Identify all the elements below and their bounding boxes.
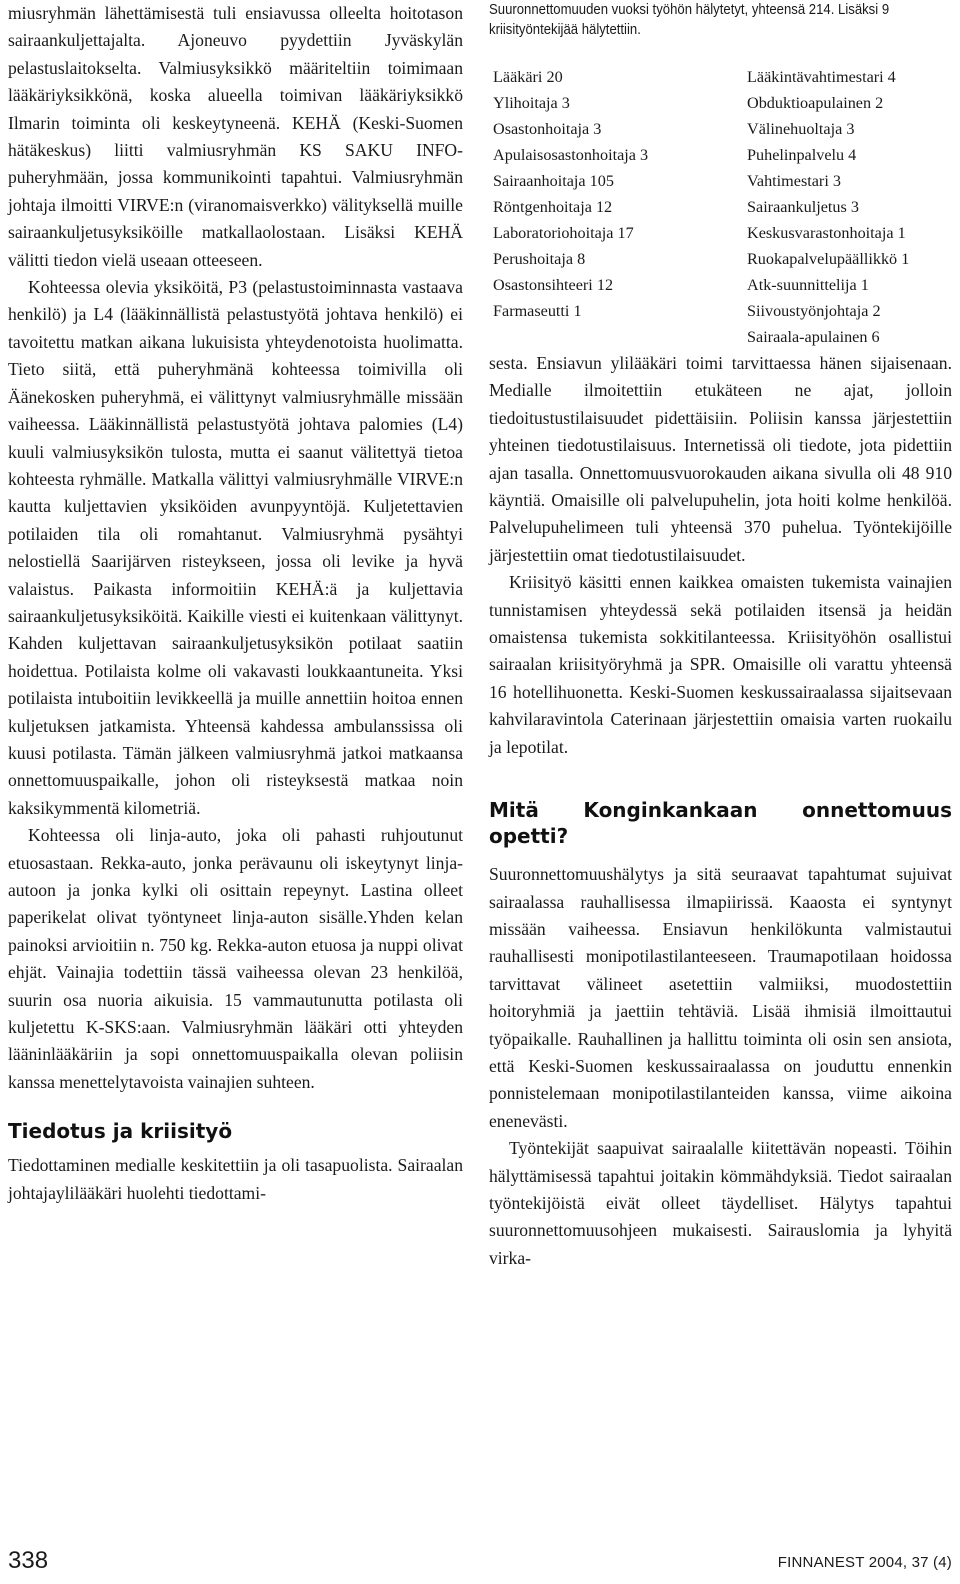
staff-item: Lääkäri 20	[493, 68, 563, 86]
staff-item: Vahtimestari 3	[747, 172, 841, 190]
staff-list-right	[747, 64, 952, 350]
staff-item: Sairaankuljetus 3	[747, 198, 859, 216]
left-paragraph-1: miusryhmän lähettämisestä tuli ensiavussa olleelta hoitotason sairaankuljettajalta. Ajoneuvo pyydettiin Jyväskylän pelastuslaitokselta. Valmiusyksikkö määriteltiin toimimaan lääkäriyksikkönä, koska alueella toimivan lääkäriyksikkö Ilmarin toiminta oli keskeytyneenä. KEHÄ (Keski-Suomen hätäkeskus) liitti valmiusryhmän KS SAKU INFO-puheryhmään, jossa kommunikointi tapahtui. Valmiusryhmän johtaja ilmoitti VIRVE:n (viranomaisverkko) välityksellä muille sairaankuljetusyksiköille matkallaolostaan. Lisäksi KEHÄ välitti tiedon vielä useaan otteeseen.	[8, 3, 463, 270]
staff-item: Osastonsihteeri 12	[493, 276, 614, 294]
staff-item: Atk-suunnittelija 1	[747, 276, 869, 294]
staff-item: Ylihoitaja 3	[493, 94, 570, 112]
staff-item: Välinehuoltaja 3	[747, 120, 855, 138]
left-paragraph-4: Tiedottaminen medialle keskitettiin ja oli tasapuolista. Sairaalan johtajaylilääkäri huolehti tiedottami-	[8, 1155, 463, 1203]
section-heading-opetti: Mitä Konginkankaan onnettomuus opetti?	[489, 798, 952, 849]
staff-item: Sairaala-apulainen 6	[747, 328, 880, 346]
staff-box-caption: Suuronnettomuuden vuoksi työhön hälytetyt, yhteensä 214. Lisäksi 9 kriisityöntekijää hälytettiin.	[489, 2, 890, 38]
left-column	[8, 0, 463, 1207]
left-paragraph-2: Kohteessa olevia yksiköitä, P3 (pelastustoiminnasta vastaava henkilö) ja L4 (lääkinnällistä pelastustyötä johtava henkilö) ei tavoitettu matkan aikana lukuisista yhteydenotoista huolimatta. Tieto siitä, että puheryhmänä kohteessa toimivilla oli Äänekosken puheryhmä, ei välittynyt valmiusryhmälle missään vaiheessa. Lääkinnällistä pelastustyötä johtava palomies (L4) kuuli valmiusyksikön tulosta, mutta ei saanut välitettyä tietoa kohteesta ryhmälle. Matkalla välittyi valmiusryhmälle VIRVE:n kautta kuljettavien yksiköiden avunpyyntöjä. Kuljetettavien potilaiden tila oli romahtanut. Valmiusryhmä pysähtyi nelostiellä Saarijärven risteykseen, jossa oli levike ja hyvä valaistus. Paikasta informoitiin KEHÄ:ä ja kuljettavia sairaankuljetusyksiköitä. Kaikille viesti ei kuitenkaan välittynyt. Kahden kuljettavan sairaankuljetusyksikön potilaat saatiin hoidettua. Potilaista kolme oli vakavasti loukkaantuneita. Yksi potilaista intuboitiin levikkeellä ja muille annettiin hoitoa ennen kuljetuksen jatkamista. Yhteensä kahdessa ambulanssissa oli kuusi potilasta. Tämän jälkeen valmiusryhmä jatkoi matkaansa onnettomuuspaikalle, johon oli risteyksestä matkaa noin kaksikymmentä kilometriä.	[8, 277, 463, 818]
staff-item: Farmaseutti 1	[493, 302, 582, 320]
staff-item: Perushoitaja 8	[493, 250, 586, 268]
staff-box	[489, 0, 952, 350]
page-footer	[0, 1546, 960, 1584]
staff-item: Röntgenhoitaja 12	[493, 198, 613, 216]
staff-item: Obduktioapulainen 2	[747, 94, 884, 112]
right-paragraph-2: Kriisityö käsitti ennen kaikkea omaisten tukemista vainajien tunnistamisen yhteydessä sekä potilaiden itsensä ja heidän omaistensa tukemista sokkitilanteessa. Kriisityöhön osallistui sairaalan kriisityöryhmä ja SPR. Omaisille oli varattu yhteensä 16 hotellihuonetta. Keski-Suomen keskussairaalassa sijaitsevaan kahvilaravintola Caterinaan järjestettiin omaisia varten ruokailu ja lepotilat.	[489, 572, 952, 757]
right-paragraph-3: Suuronnettomuushälytys ja sitä seuraavat tapahtumat sujuivat sairaalassa rauhallisessa ilmapiirissä. Kaaosta ei syntynyt missään vaiheessa. Ensiavun henkilökunta valmistautui rauhallisesti monipotilastilanteeseen. Traumapotilaan hoidossa tarvittavat välineet asetettiin valmiiksi, muodostettiin hoitoryhmiä ja jaettiin tehtäviä. Lisää ihmisiä ilmoittautui työpaikalle. Rauhallinen ja hallittu toiminta oli osin sen ansiota, että Keski-Suomen keskussairaalassa on jouduttu ennenkin ponnistelemaan monipotilastilanteiden kanssa, viime aikoina enenevästi.	[489, 864, 952, 1131]
staff-item: Apulaisosastonhoitaja 3	[493, 146, 649, 164]
staff-item: Ruokapalvelupäällikkö 1	[747, 250, 910, 268]
staff-list	[489, 64, 952, 350]
staff-item: Laboratoriohoitaja 17	[493, 224, 634, 242]
staff-item: Siivoustyönjohtaja 2	[747, 302, 881, 320]
right-column	[489, 0, 952, 1272]
left-paragraph-3: Kohteessa oli linja-auto, joka oli pahasti ruhjoutunut etuosastaan. Rekka-auto, jonka perävaunu oli iskeytynyt linja-autoon ja jonka kylki oli osittain repeynyt. Lastina olleet paperikelat olivat työntyneet linja-auton sisälle.Yhden kelan painoksi arvioitiin n. 750 kg. Rekka-auton etuosa ja nuppi olivat ehjät. Vainajia todettiin tässä vaiheessa olevan 23 henkilöä, suurin osa nuoria aikuisia. 15 vammautunutta potilasta oli kuljetettu K-SKS:aan. Valmiusryhmän lääkäri otti yhteyden lääninlääkäriin ja sopi onnettomuuspaikalla olevan poliisin kanssa menettelytavoista vainajien suhteen.	[8, 825, 463, 1092]
journal-reference: FINNANEST 2004, 37 (4)	[777, 1554, 952, 1571]
right-paragraph-4: Työntekijät saapuivat sairaalalle kiitettävän nopeasti. Töihin hälyttämisessä tapahtui joitakin kömmähdyksiä. Tiedot sairaalan työntekijöistä eivät olleet täydelliset. Hälytys tapahtui suuronnettomuusohjeen mukaisesti. Sairauslomia ja lyhyitä virka-	[489, 1138, 952, 1268]
staff-item: Lääkintävahtimestari 4	[747, 68, 896, 86]
page-number: 338	[8, 1547, 49, 1574]
right-paragraph-1: sesta. Ensiavun ylilääkäri toimi tarvittaessa hänen sijaisenaan. Medialle ilmoitettiin etukäteen ne ajat, jolloin tiedoitustustilaisuudet pidettäisiin. Poliisin kanssa järjestettiin yhteinen tiedotustilaisuus. Internetissä oli tiedote, jota pidettiin ajan tasalla. Onnettomuusvuorokauden aikana sivulla oli 48 910 käyntiä. Omaisille oli palvelupuhelin, jota hoiti kolme henkilöä. Palvelupuhelimeen tuli yhteensä 370 puhelua. Työntekijöille järjestettiin omat tiedotustilaisuudet.	[489, 353, 952, 565]
section-heading-tiedotus: Tiedotus ja kriisityö	[8, 1119, 233, 1144]
staff-item: Keskusvarastonhoitaja 1	[747, 224, 906, 242]
staff-item: Sairaanhoitaja 105	[493, 172, 614, 190]
staff-list-left	[489, 64, 747, 350]
staff-item: Osastonhoitaja 3	[493, 120, 602, 138]
staff-item: Puhelinpalvelu 4	[747, 146, 857, 164]
